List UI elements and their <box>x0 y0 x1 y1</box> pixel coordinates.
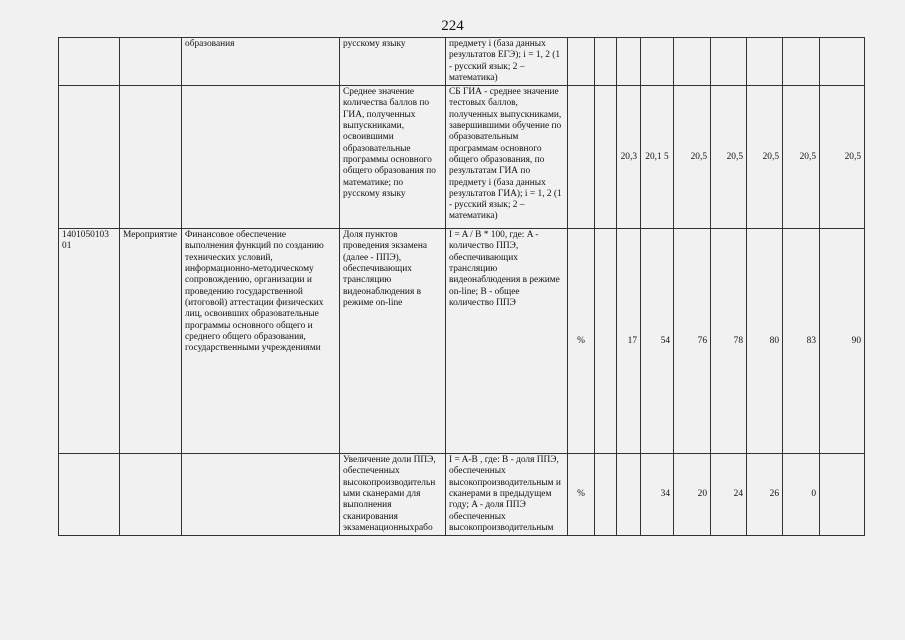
value-cell: 54 <box>641 229 674 454</box>
indicator-cell: Увеличение доли ППЭ, обеспеченных высокопроизводительн ыми сканерами для выполнения сканирования экзаменационныхрабо <box>340 454 446 536</box>
value-cell <box>617 38 641 86</box>
formula-cell: I = A-B , где: B - доля ППЭ, обеспеченных высокопроизводительным и сканерами в предыдущем году; A - доля ППЭ обеспеченных высокопроизводительным <box>446 454 568 536</box>
value-cell: 20,5 <box>711 86 747 229</box>
value-cell: 76 <box>674 229 711 454</box>
value-cell <box>595 38 617 86</box>
page-number: 224 <box>441 18 464 34</box>
type-cell <box>120 86 182 229</box>
value-cell: 24 <box>711 454 747 536</box>
event-cell: Финансовое обеспечение выполнения функций по созданию технических условий, информационно-методическому сопровождению, организации и проведению государственной (итоговой) аттестации физических лиц, освоивших образовательные программы основного общего и среднего общего образования, государственными учреждениями <box>182 229 340 454</box>
table-row <box>59 229 865 454</box>
type-cell <box>120 454 182 536</box>
value-cell: 26 <box>747 454 783 536</box>
event-cell: образования <box>182 38 340 86</box>
program-table <box>58 37 865 536</box>
value-cell <box>783 38 820 86</box>
value-cell <box>595 229 617 454</box>
value-cell: 20 <box>674 454 711 536</box>
value-cell: 20,5 <box>747 86 783 229</box>
indicator-cell: Среднее значение количества баллов по ГИА, полученных выпускниками, освоившими образовательные программы основного общего образования по математике; по русскому языку <box>340 86 446 229</box>
table-row <box>59 86 865 229</box>
indicator-cell: Доля пунктов проведения экзамена (далее - ППЭ), обеспечивающих трансляцию видеонаблюдения в режиме on-line <box>340 229 446 454</box>
event-cell <box>182 86 340 229</box>
formula-cell: СБ ГИА - среднее значение тестовых баллов, полученных выпускниками, завершившими обучение по образовательным программам основного общего образования, по результатам ГИА по предмету i (база данных результатов ГИА); i = 1, 2 (1 - русский язык; 2 – математика) <box>446 86 568 229</box>
value-cell <box>674 38 711 86</box>
value-cell: 78 <box>711 229 747 454</box>
formula-cell: I = A / B * 100, где: A - количество ППЭ, обеспечивающих трансляцию видеонаблюдения в режиме on-line; B - общее количество ППЭ <box>446 229 568 454</box>
event-cell <box>182 454 340 536</box>
value-cell: 20,1 5 <box>641 86 674 229</box>
unit-cell <box>568 86 595 229</box>
value-cell <box>595 86 617 229</box>
value-cell: 80 <box>747 229 783 454</box>
value-cell: 20,5 <box>783 86 820 229</box>
value-cell <box>820 454 865 536</box>
value-cell <box>747 38 783 86</box>
formula-cell: предмету i (база данных результатов ЕГЭ); i = 1, 2 (1 - русский язык; 2 – математика) <box>446 38 568 86</box>
table-row <box>59 454 865 536</box>
value-cell <box>711 38 747 86</box>
code-cell <box>59 454 120 536</box>
value-cell: 83 <box>783 229 820 454</box>
type-cell <box>120 38 182 86</box>
table-row <box>59 38 865 86</box>
value-cell: 90 <box>820 229 865 454</box>
value-cell: 20,5 <box>820 86 865 229</box>
value-cell: 20,5 <box>674 86 711 229</box>
value-cell <box>617 454 641 536</box>
type-cell: Мероприятие <box>120 229 182 454</box>
value-cell <box>641 38 674 86</box>
value-cell: 17 <box>617 229 641 454</box>
code-cell: 1401050103 01 <box>59 229 120 454</box>
code-cell <box>59 38 120 86</box>
code-cell <box>59 86 120 229</box>
value-cell: 34 <box>641 454 674 536</box>
value-cell <box>595 454 617 536</box>
value-cell: 20,3 <box>617 86 641 229</box>
unit-cell: % <box>568 229 595 454</box>
indicator-cell: русскому языку <box>340 38 446 86</box>
value-cell: 0 <box>783 454 820 536</box>
value-cell <box>820 38 865 86</box>
unit-cell: % <box>568 454 595 536</box>
unit-cell <box>568 38 595 86</box>
